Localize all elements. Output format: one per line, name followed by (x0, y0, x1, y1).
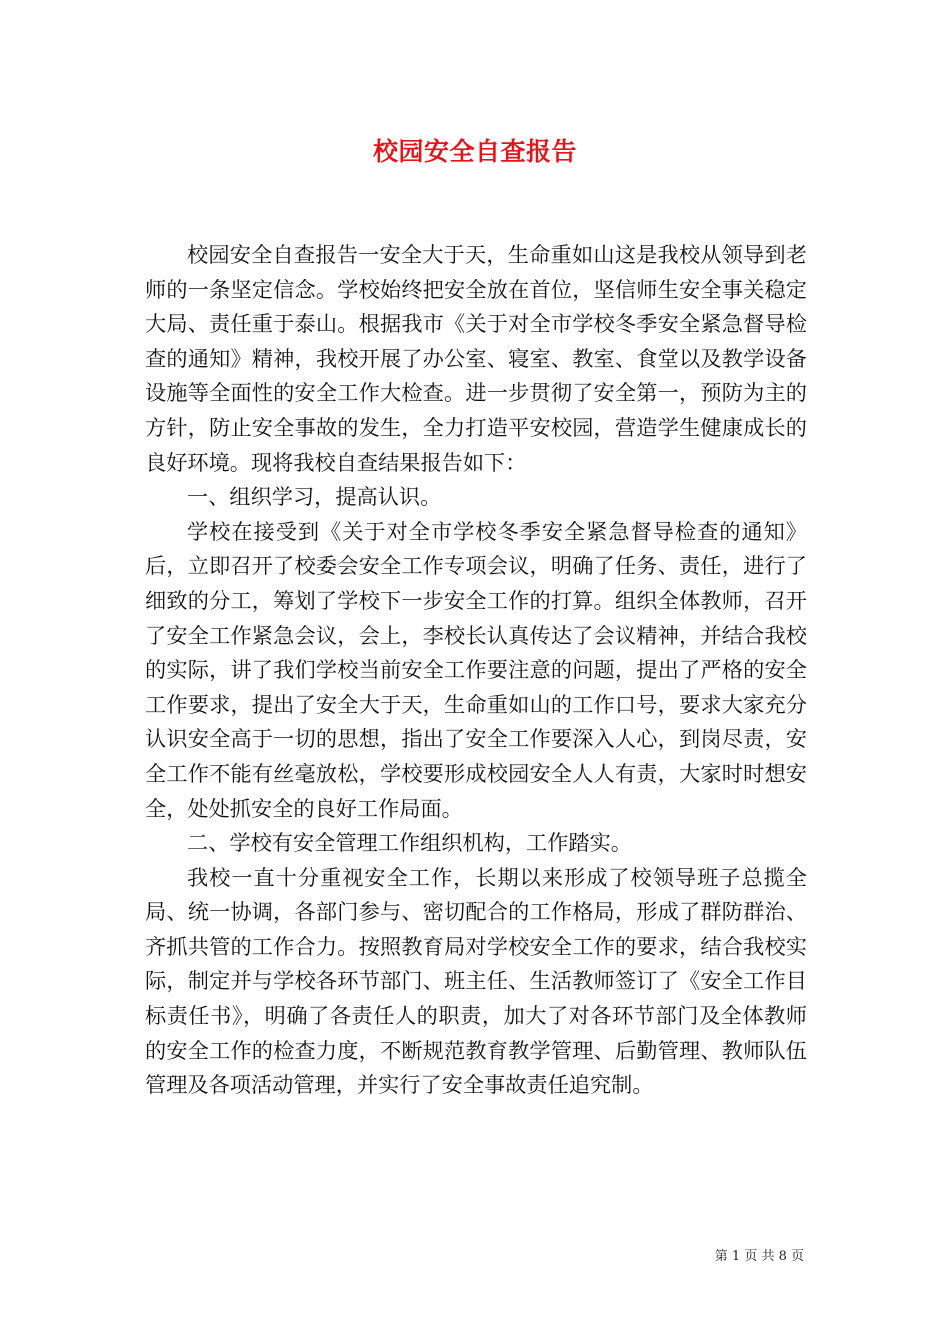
page-number: 第 1 页 共 8 页 (714, 1249, 804, 1264)
section-heading-2: 二、学校有安全管理工作组织机构，工作踏实。 (187, 830, 632, 856)
section-heading-1: 一、组织学习，提高认识。 (187, 484, 442, 510)
paragraph-intro: 校园安全自查报告一安全大于天，生命重如山这是我校从领导到老师的一条坚定信念。学校始终把安全放在首位，坚信师生安全事关稳定大局、责任重于泰山。根据我市《关于对全市学校冬季安全紧急督导检查的通知》精神，我校开展了办公室、寝室、教室、食堂以及教学设备设施等全面性的安全工作大检查。进一步贯彻了安全第一，预防为主的方针，防止安全事故的发生，全力打造平安校园，营造学生健康成长的良好环境。现将我校自查结果报告如下： (145, 242, 807, 475)
paragraph-section-1: 学校在接受到《关于对全市学校冬季安全紧急督导检查的通知》后，立即召开了校委会安全工作专项会议，明确了任务、责任，进行了细致的分工，筹划了学校下一步安全工作的打算。组织全体教师，召开了安全工作紧急会议，会上，李校长认真传达了会议精神，并结合我校的实际，讲了我们学校当前安全工作要注意的问题，提出了严格的安全工作要求，提出了安全大于天，生命重如山的工作口号，要求大家充分认识安全高于一切的思想，指出了安全工作要深入人心，到岗尽责，安全工作不能有丝毫放松，学校要形成校园安全人人有责，大家时时想安全，处处抓安全的良好工作局面。 (145, 518, 807, 821)
paragraph-section-2: 我校一直十分重视安全工作，长期以来形成了校领导班子总揽全局、统一协调，各部门参与、密切配合的工作格局，形成了群防群治、齐抓共管的工作合力。按照教育局对学校安全工作的要求，结合我校实际，制定并与学校各环节部门、班主任、生活教师签订了《安全工作目标责任书》，明确了各责任人的职责，加大了对各环节部门及全体教师的安全工作的检查力度，不断规范教育教学管理、后勤管理、教师队伍管理及各项活动管理，并实行了安全事故责任追究制。 (145, 864, 807, 1098)
document-title: 校园安全自查报告 (372, 137, 577, 166)
document-body (145, 238, 807, 1103)
